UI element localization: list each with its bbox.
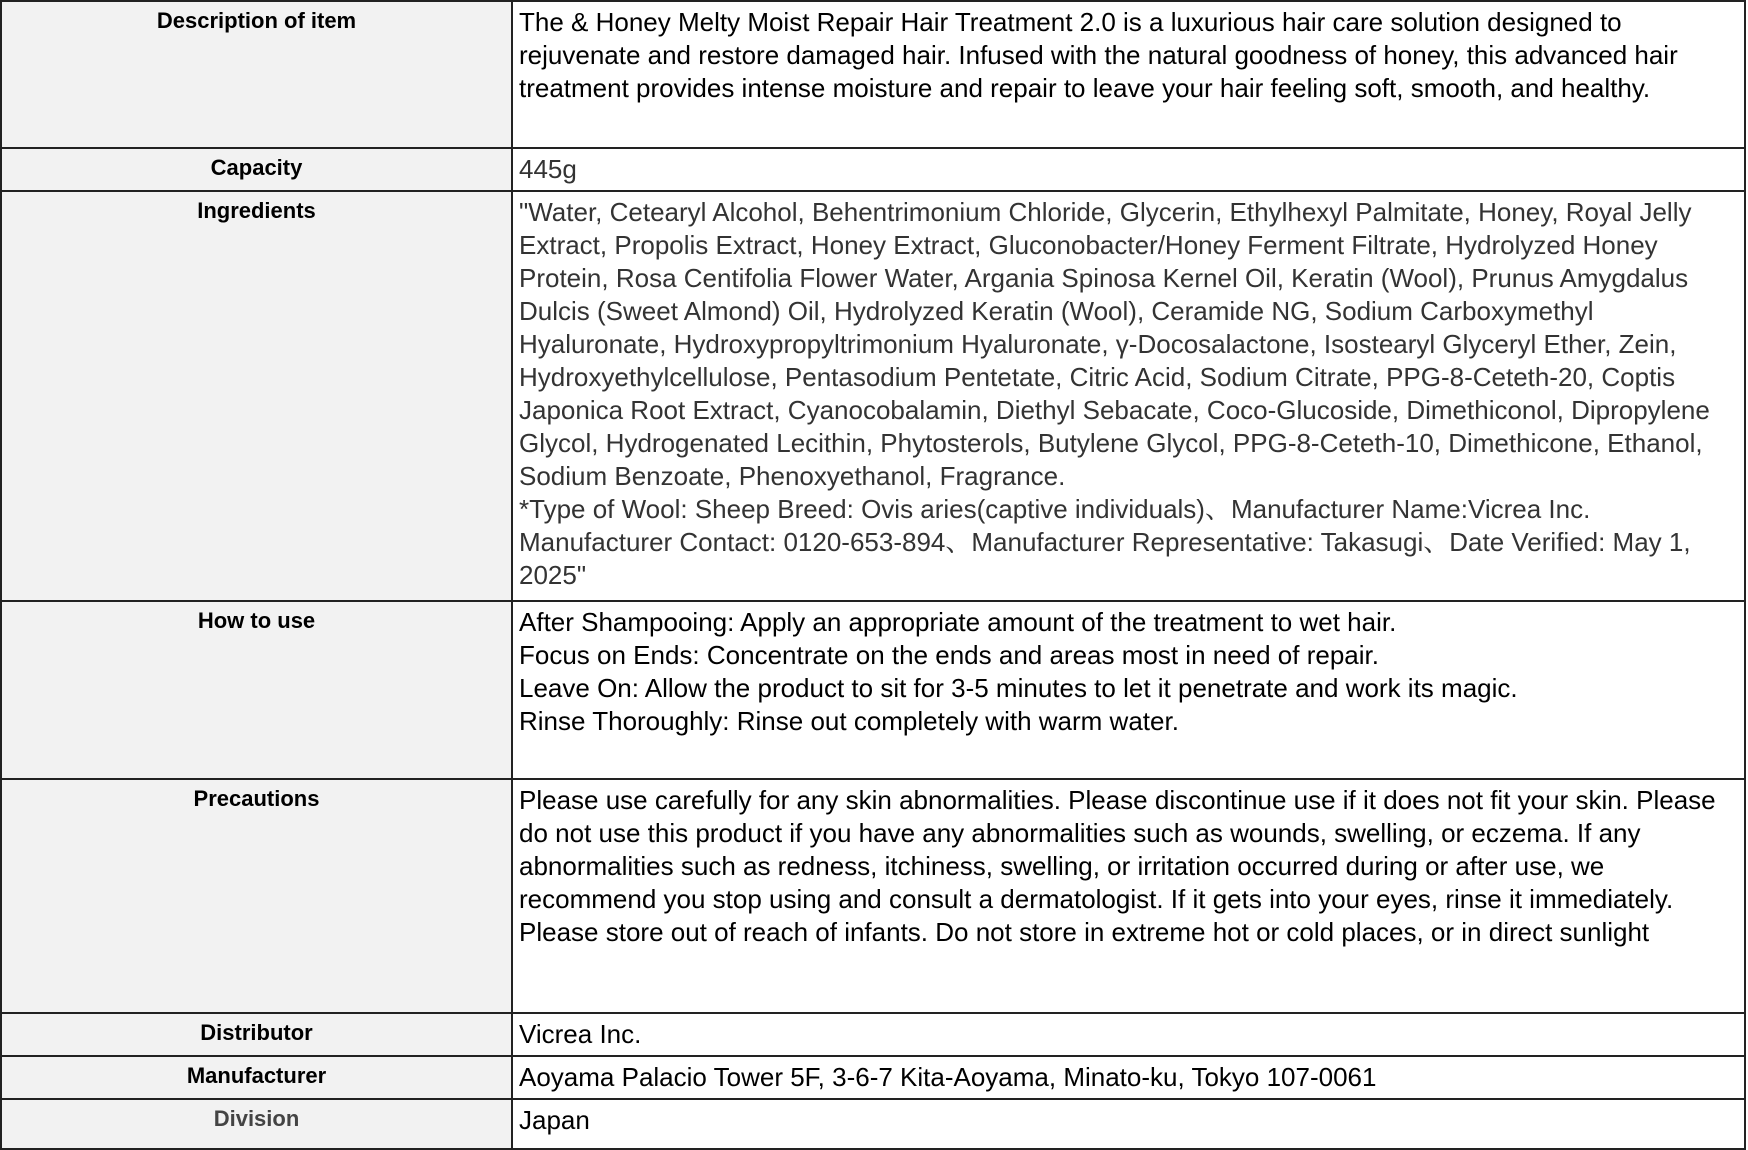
table-row-capacity [1,148,1745,191]
row-label-capacity: Capacity [1,148,512,191]
row-label-division: Division [1,1099,512,1149]
row-label-ingredients: Ingredients [1,191,512,601]
row-label-manufacturer: Manufacturer [1,1056,512,1099]
table-row-how-to-use [1,601,1745,779]
table-row-precautions [1,779,1745,1013]
row-value-precautions: Please use carefully for any skin abnormalities. Please discontinue use if it does not fit your skin. Please do not use this product if you have any abnormalities such as wounds, swelling, or eczema. If any abnormalities such as redness, itchiness, swelling, or irritation occurred during or after use, we recommend you stop using and consult a dermatologist. If it gets into your eyes, rinse it immediately. Please store out of reach of infants. Do not store in extreme hot or cold places, or in direct sunlight [512,779,1745,1013]
row-value-ingredients: "Water, Cetearyl Alcohol, Behentrimonium Chloride, Glycerin, Ethylhexyl Palmitate, Honey, Royal Jelly Extract, Propolis Extract, Honey Extract, Gluconobacter/Honey Ferment Filtrate, Hydrolyzed Honey Protein, Rosa Centifolia Flower Water, Argania Spinosa Kernel Oil, Keratin (Wool), Prunus Amygdalus Dulcis (Sweet Almond) Oil, Hydrolyzed Keratin (Wool), Ceramide NG, Sodium Carboxymethyl Hyaluronate, Hydroxypropyltrimonium Hyaluronate, γ-Docosalactone, Isostearyl Glyceryl Ether, Zein, Hydroxyethylcellulose, Pentasodium Pentetate, Citric Acid, Sodium Citrate, PPG-8-Ceteth-20, Coptis Japonica Root Extract, Cyanocobalamin, Diethyl Sebacate, Coco-Glucoside, Dimethiconol, Dipropylene Glycol, Hydrogenated Lecithin, Phytosterols, Butylene Glycol, PPG-8-Ceteth-10, Dimethicone, Ethanol, Sodium Benzoate, Phenoxyethanol, Fragrance. *Type of Wool: Sheep Breed: Ovis aries(captive individuals)、Manufacturer Name:Vicrea Inc. Manufacturer Contact: 0120-653-894、Manufacturer Representative: Takasugi、Date Verified: May 1, 2025" [512,191,1745,601]
row-label-distributor: Distributor [1,1013,512,1056]
row-value-manufacturer: Aoyama Palacio Tower 5F, 3-6-7 Kita-Aoyama, Minato-ku, Tokyo 107-0061 [512,1056,1745,1099]
row-label-description: Description of item [1,1,512,148]
row-value-capacity: 445g [512,148,1745,191]
table-row-manufacturer [1,1056,1745,1099]
row-value-distributor: Vicrea Inc. [512,1013,1745,1056]
row-label-how-to-use: How to use [1,601,512,779]
row-value-how-to-use: After Shampooing: Apply an appropriate amount of the treatment to wet hair. Focus on Ends: Concentrate on the ends and areas most in need of repair. Leave On: Allow the product to sit for 3-5 minutes to let it penetrate and work its magic. Rinse Thoroughly: Rinse out completely with warm water. [512,601,1745,779]
table-row-ingredients [1,191,1745,601]
table-row-distributor [1,1013,1745,1056]
table-row-description [1,1,1745,148]
row-label-precautions: Precautions [1,779,512,1013]
table-row-division [1,1099,1745,1149]
row-value-description: The & Honey Melty Moist Repair Hair Treatment 2.0 is a luxurious hair care solution designed to rejuvenate and restore damaged hair. Infused with the natural goodness of honey, this advanced hair treatment provides intense moisture and repair to leave your hair feeling soft, smooth, and healthy. [512,1,1745,148]
row-value-division: Japan [512,1099,1745,1149]
